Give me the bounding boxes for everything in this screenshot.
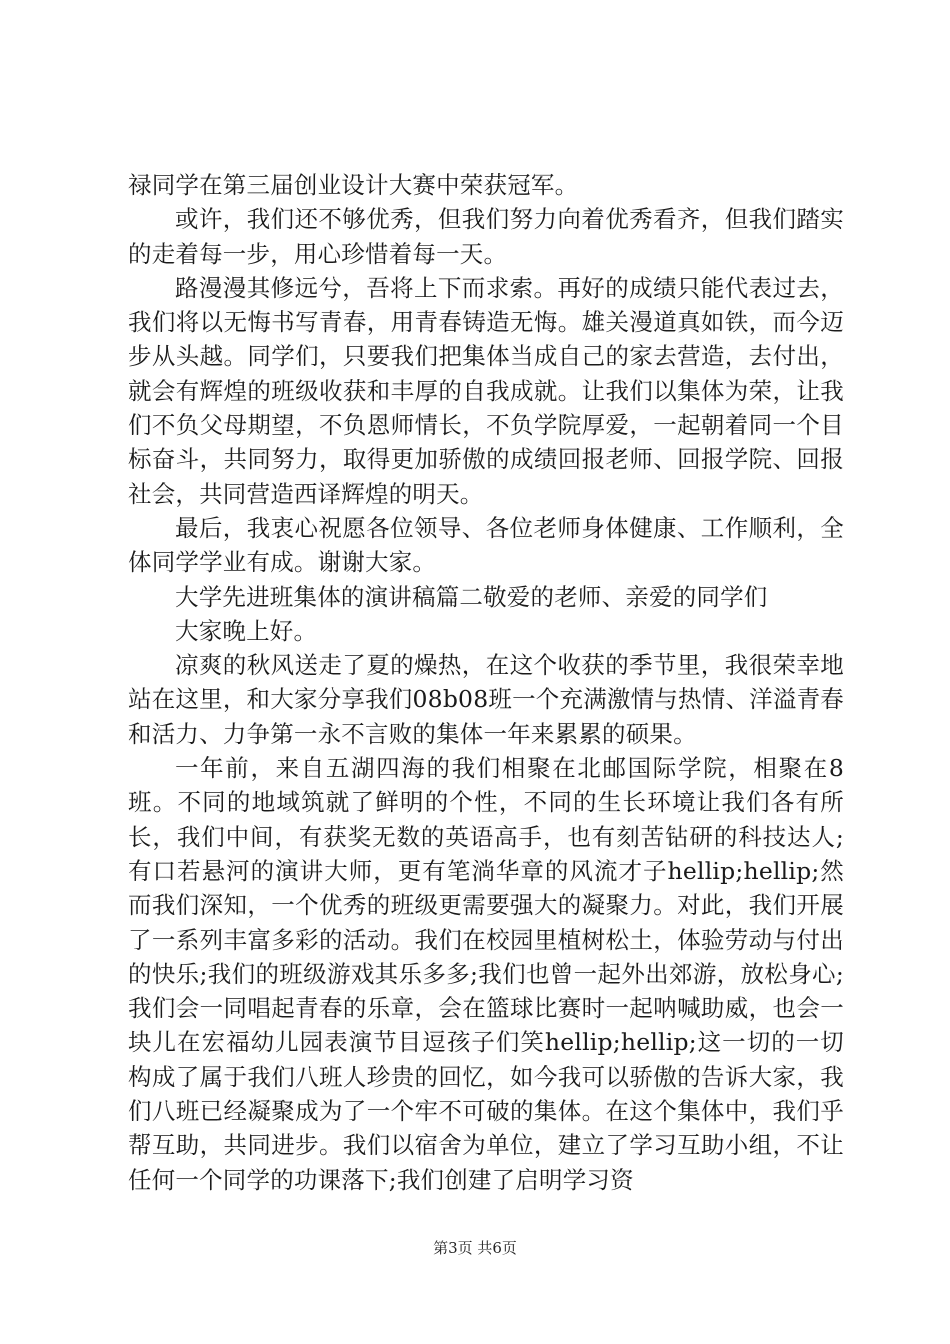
paragraph-3: 路漫漫其修远兮，吾将上下而求索。再好的成绩只能代表过去，我们将以无悔书写青春，用青春铸造无悔。雄关漫道真如铁，而今迈步从头越。同学们，只要我们把集体当成自己的家去营造，去付出，就会有辉煌的班级收获和丰厚的自我成就。让我们以集体为荣，让我们不负父母期望，不负恩师情长，不负学院厚爱，一起朝着同一个目标奋斗，共同努力，取得更加骄傲的成绩回报老师、回报学院、回报社会，共同营造西译辉煌的明天。 [128,273,844,508]
paragraph-4: 最后，我衷心祝愿各位领导、各位老师身体健康、工作顺利，全体同学学业有成。谢谢大家。 [128,513,844,577]
paragraph-1: 禄同学在第三届创业设计大赛中荣获冠军。 [128,171,579,199]
paragraph-7: 凉爽的秋风送走了夏的燥热，在这个收获的季节里，我很荣幸地站在这里，和大家分享我们08b08班一个充满激情与热情、洋溢青春和活力、力争第一永不言败的集体一年来累累的硕果。 [128,651,844,748]
page-number-footer: 第3页 共6页 [433,1239,517,1257]
paragraph-8: 一年前，来自五湖四海的我们相聚在北邮国际学院，相聚在8班。不同的地域筑就了鲜明的个性，不同的生长环境让我们各有所长，我们中间，有获奖无数的英语高手，也有刻苦钻研的科技达人;有口若悬河的演讲大师，更有笔淌华章的风流才子hellip;hellip;然而我们深知，一个优秀的班级更需要强大的凝聚力。对此，我们开展了一系列丰富多彩的活动。我们在校园里植树松土，体验劳动与付出的快乐;我们的班级游戏其乐多多;我们也曾一起外出郊游，放松身心;我们会一同唱起青春的乐章，会在篮球比赛时一起呐喊助威，也会一块儿在宏福幼儿园表演节目逗孩子们笑hellip;hellip;这一切的一切构成了属于我们八班人珍贵的回忆，如今我可以骄傲的告诉大家，我们八班已经凝聚成为了一个牢不可破的集体。在这个集体中，我们乎帮互助，共同进步。我们以宿舍为单位，建立了学习互助小组，不让任何一个同学的功课落下;我们创建了启明学习资 [128,754,844,1194]
document-body [128,168,844,1197]
paragraph-2: 或许，我们还不够优秀，但我们努力向着优秀看齐，但我们踏实的走着每一步，用心珍惜着每一天。 [128,205,844,268]
paragraph-6: 大家晚上好。 [175,616,318,645]
paragraph-5: 大学先进班集体的演讲稿篇二敬爱的老师、亲爱的同学们 [175,582,768,611]
